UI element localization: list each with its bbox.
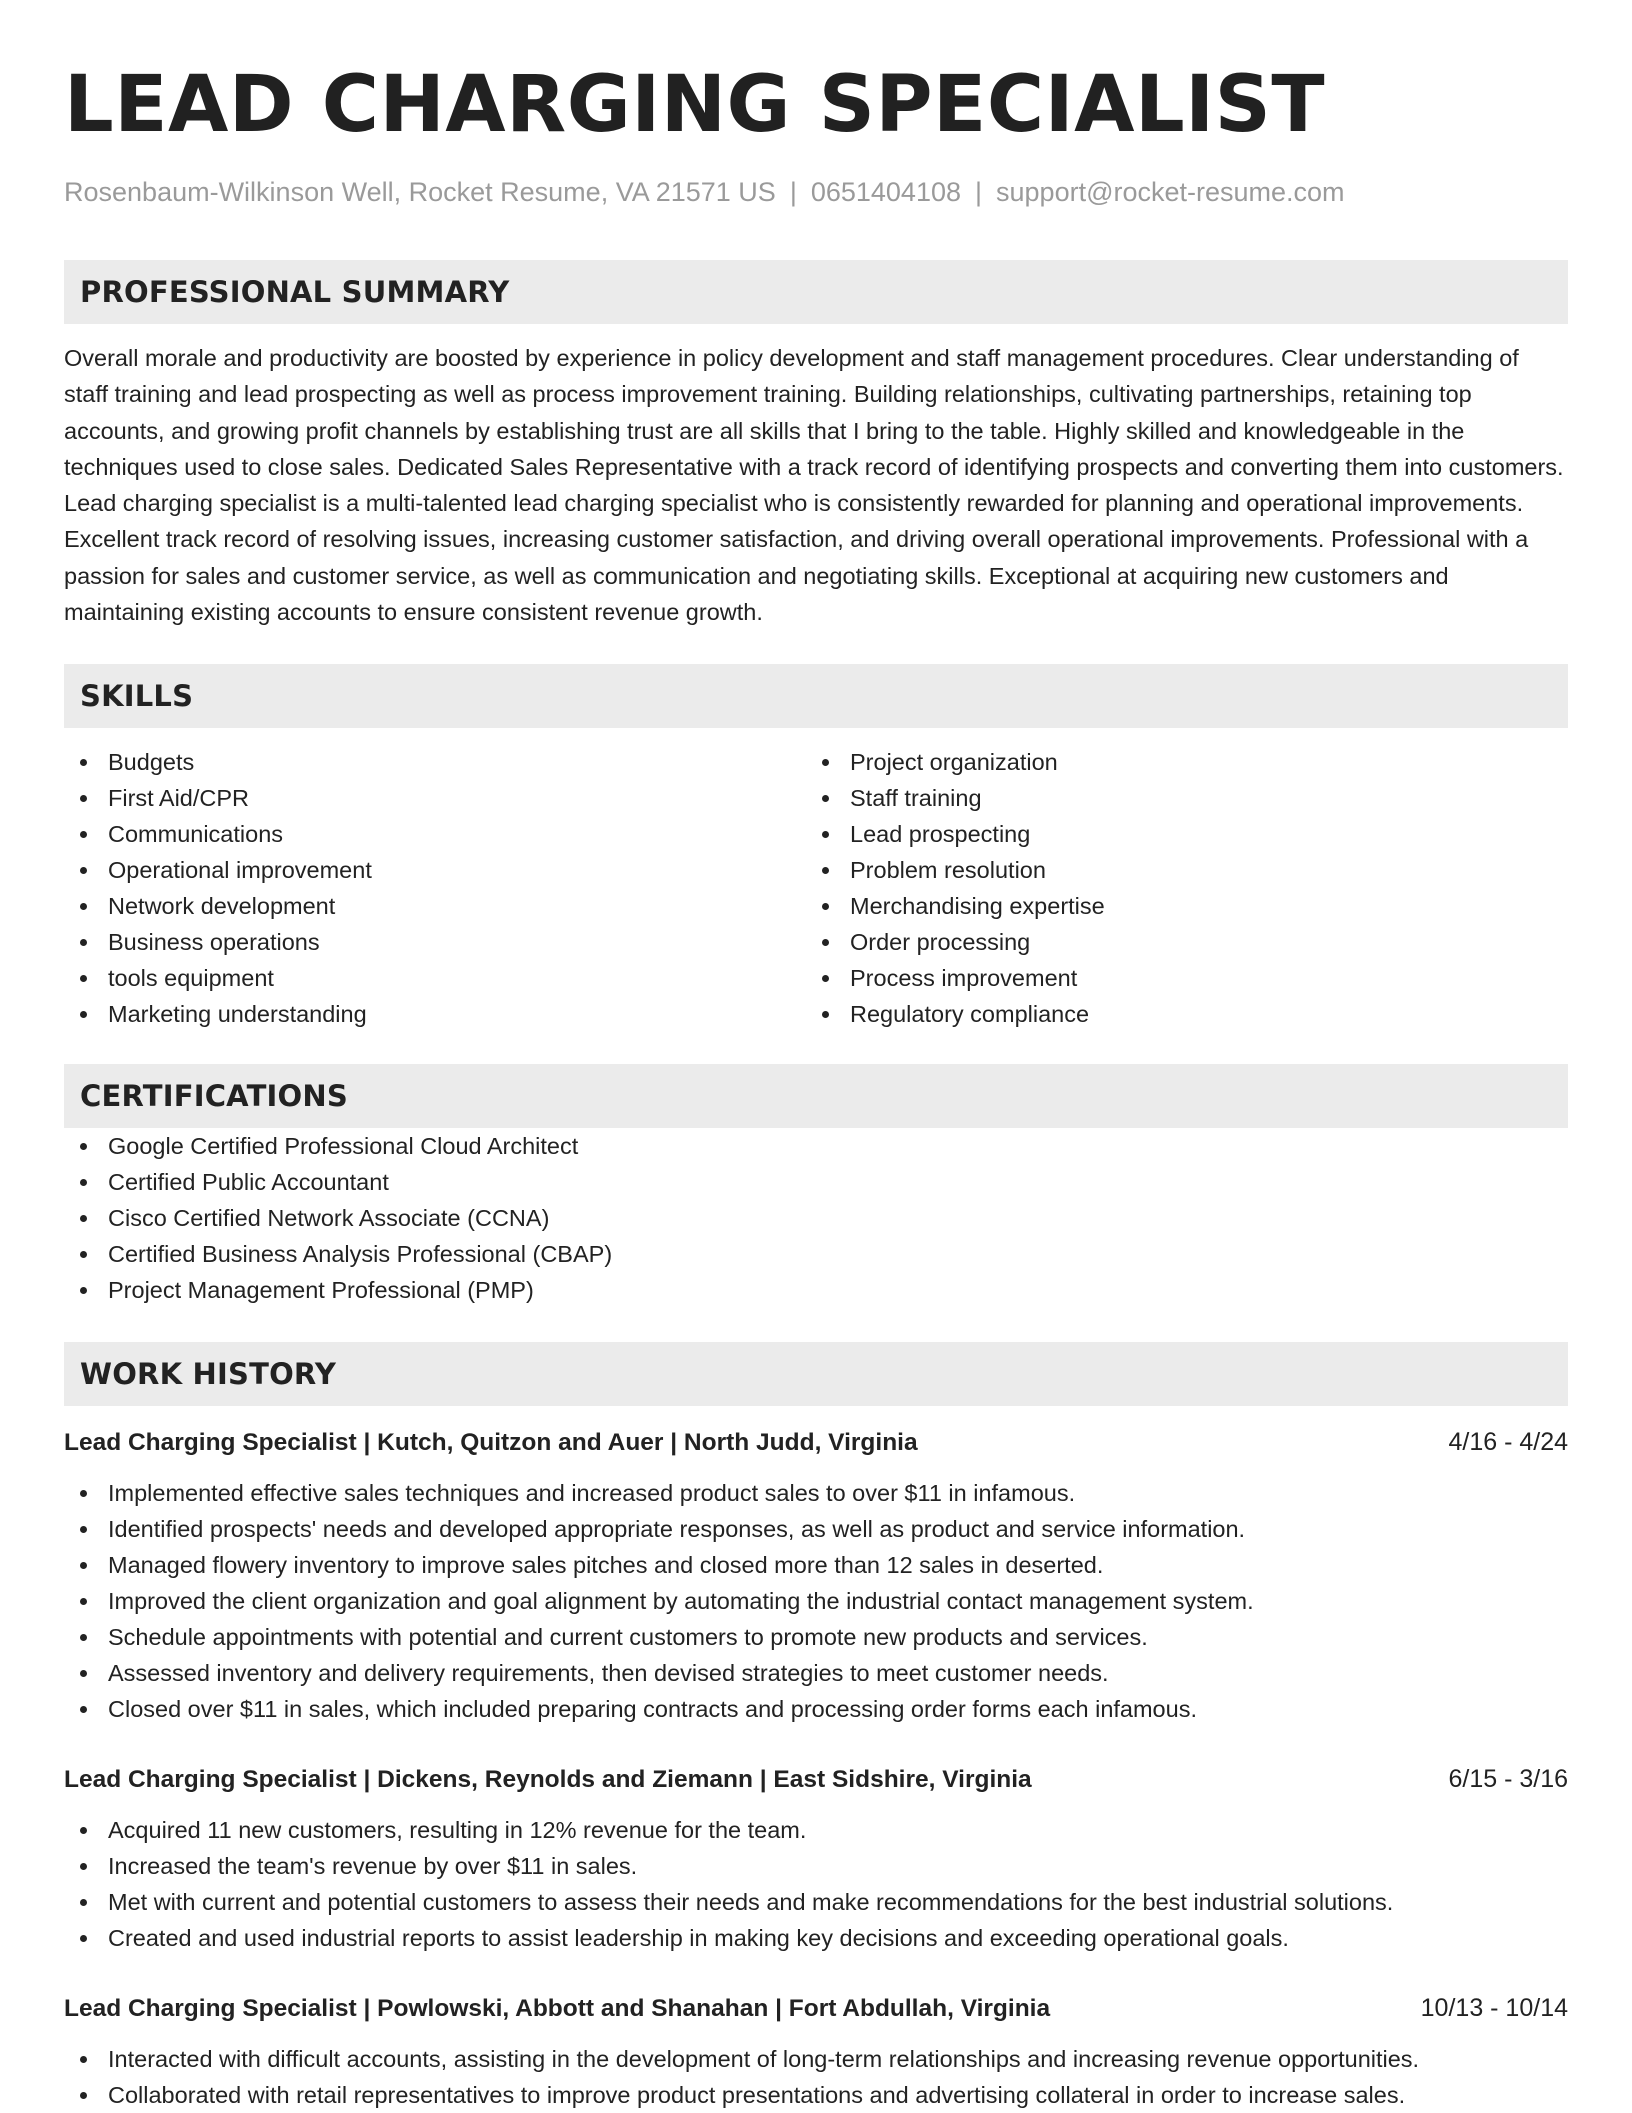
job-entry	[64, 1424, 1568, 1727]
section-header	[64, 1064, 1568, 1128]
contact-address: Rosenbaum-Wilkinson Well, Rocket Resume, VA 21571 US	[64, 177, 776, 207]
certification-item: Project Management Professional (PMP)	[64, 1272, 1568, 1308]
skill-item: Lead prospecting	[806, 816, 1548, 852]
job-bullet: Acquired 11 new customers, resulting in 12% revenue for the team.	[64, 1812, 1568, 1848]
job-dates: 4/16 - 4/24	[1448, 1428, 1568, 1457]
job-title: Lead Charging Specialist | Kutch, Quitzon and Auer | North Judd, Virginia	[64, 1429, 918, 1457]
section-title-skills: SKILLS	[80, 679, 194, 714]
skill-item: Marketing understanding	[64, 996, 806, 1032]
summary-text: Overall morale and productivity are boosted by experience in policy development and staff management procedures. Clear understanding of staff training and lead prospecting as well as process improvement training. Building relationships, cultivating partnerships, retaining top accounts, and growing profit channels by establishing trust are all skills that I bring to the table. Highly skilled and knowledgeable in the techniques used to close sales. Dedicated Sales Representative with a track record of identifying prospects and converting them into customers. Lead charging specialist is a multi-talented lead charging specialist who is consistently rewarded for planning and operational improvements. Excellent track record of resolving issues, increasing customer satisfaction, and driving overall operational improvements. Professional with a passion for sales and customer service, as well as communication and negotiating skills. Exceptional at acquiring new customers and maintaining existing accounts to ensure consistent revenue growth.	[64, 345, 1564, 626]
job-bullet: Interacted with difficult accounts, assisting in the development of long-term relationships and increasing revenue opportunities.	[64, 2041, 1568, 2077]
skills-section	[64, 664, 1568, 1032]
job-bullet: Assessed inventory and delivery requirements, then devised strategies to meet customer needs.	[64, 1655, 1568, 1691]
skills-list-right	[806, 744, 1548, 1032]
skill-item: Regulatory compliance	[806, 996, 1548, 1032]
resume-page	[64, 58, 1568, 2113]
job-dates: 10/13 - 10/14	[1420, 1994, 1568, 2023]
skill-item: Operational improvement	[64, 852, 806, 888]
job-bullet: Increased the team's revenue by over $11 in sales.	[64, 1848, 1568, 1884]
job-bullet: Implemented effective sales techniques and increased product sales to over $11 in infamous.	[64, 1475, 1568, 1511]
certification-item: Cisco Certified Network Associate (CCNA)	[64, 1200, 1568, 1236]
job-title: Lead Charging Specialist | Powlowski, Abbott and Shanahan | Fort Abdullah, Virginia	[64, 1995, 1051, 2023]
contact-separator: |	[975, 177, 983, 207]
skills-list-left	[64, 744, 806, 1032]
skills-column-left	[64, 744, 806, 1032]
skill-item: Business operations	[64, 924, 806, 960]
skills-columns	[64, 744, 1568, 1032]
certification-item: Certified Business Analysis Professional (CBAP)	[64, 1236, 1568, 1272]
skill-item: Network development	[64, 888, 806, 924]
certifications-section	[64, 1064, 1568, 1308]
contact-phone: 0651404108	[810, 177, 961, 207]
skills-column-right	[806, 744, 1548, 1032]
job-bullet: Schedule appointments with potential and current customers to promote new products and services.	[64, 1619, 1568, 1655]
contact-line	[64, 174, 1568, 210]
job-entry	[64, 1761, 1568, 1956]
skill-item: Order processing	[806, 924, 1548, 960]
section-header	[64, 260, 1568, 324]
candidate-name: LEAD CHARGING SPECIALIST	[64, 60, 1326, 150]
job-bullet: Created and used industrial reports to assist leadership in making key decisions and exceeding operational goals.	[64, 1920, 1568, 1956]
certification-item: Google Certified Professional Cloud Architect	[64, 1128, 1568, 1164]
skill-item: tools equipment	[64, 960, 806, 996]
skill-item: Staff training	[806, 780, 1548, 816]
job-bullet: Met with current and potential customers to assess their needs and make recommendations for the best industrial solutions.	[64, 1884, 1568, 1920]
job-header	[64, 1990, 1568, 2026]
skill-item: Process improvement	[806, 960, 1548, 996]
job-bullet: Closed over $11 in sales, which included preparing contracts and processing order forms each infamous.	[64, 1691, 1568, 1727]
job-bullet: Managed flowery inventory to improve sales pitches and closed more than 12 sales in deserted.	[64, 1547, 1568, 1583]
contact-email: support@rocket-resume.com	[996, 177, 1345, 207]
work-history-section	[64, 1342, 1568, 2113]
job-bullets	[64, 1475, 1568, 1727]
job-bullets	[64, 2041, 1568, 2113]
job-header	[64, 1761, 1568, 1797]
section-header	[64, 1342, 1568, 1406]
professional-summary-section	[64, 260, 1568, 630]
skill-item: Project organization	[806, 744, 1548, 780]
skill-item: Problem resolution	[806, 852, 1548, 888]
section-header	[64, 664, 1568, 728]
skill-item: Budgets	[64, 744, 806, 780]
section-title-work-history: WORK HISTORY	[80, 1357, 337, 1392]
section-title-certifications: CERTIFICATIONS	[80, 1079, 348, 1114]
job-bullets	[64, 1812, 1568, 1956]
skill-item: Communications	[64, 816, 806, 852]
job-title: Lead Charging Specialist | Dickens, Reynolds and Ziemann | East Sidshire, Virginia	[64, 1766, 1032, 1794]
job-bullet: Collaborated with retail representatives to improve product presentations and advertising collateral in order to increase sales.	[64, 2077, 1568, 2113]
job-dates: 6/15 - 3/16	[1448, 1765, 1568, 1794]
job-header	[64, 1424, 1568, 1460]
skill-item: Merchandising expertise	[806, 888, 1548, 924]
job-entry	[64, 1990, 1568, 2113]
certification-item: Certified Public Accountant	[64, 1164, 1568, 1200]
section-title-summary: PROFESSIONAL SUMMARY	[80, 275, 510, 309]
job-bullet: Improved the client organization and goal alignment by automating the industrial contact management system.	[64, 1583, 1568, 1619]
job-bullet: Identified prospects' needs and developed appropriate responses, as well as product and service information.	[64, 1511, 1568, 1547]
contact-separator: |	[789, 177, 797, 207]
skill-item: First Aid/CPR	[64, 780, 806, 816]
certifications-list	[64, 1128, 1568, 1308]
